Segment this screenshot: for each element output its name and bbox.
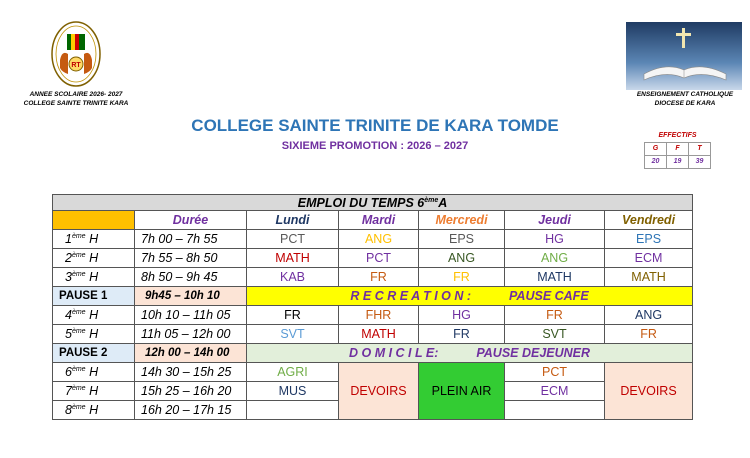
effectifs-title: EFFECTIFS bbox=[658, 132, 697, 140]
cell-mardi: FHR bbox=[339, 306, 419, 325]
school-name-caption: COLLEGE SAINTE TRINITE KARA bbox=[23, 100, 129, 107]
header-day-mercredi: Mercredi bbox=[419, 211, 505, 230]
cell-jeudi: HG bbox=[505, 230, 605, 249]
cell-vendredi: EPS bbox=[605, 230, 693, 249]
slot-time: 7h 55 – 8h 50 bbox=[135, 249, 247, 268]
effectifs-value-t: 39 bbox=[689, 155, 711, 168]
cell-lundi: SVT bbox=[247, 325, 339, 344]
cell-mardi: PCT bbox=[339, 249, 419, 268]
diocese-caption-line2: DIOCESE DE KARA bbox=[654, 100, 716, 107]
effectifs-value-g: 20 bbox=[645, 155, 667, 168]
svg-text:RT: RT bbox=[71, 62, 81, 69]
plein-air-cell: PLEIN AIR bbox=[419, 363, 505, 420]
effectifs-header-f: F bbox=[667, 142, 689, 155]
cell-lundi: MATH bbox=[247, 249, 339, 268]
slot-label: 6ème H bbox=[53, 363, 135, 382]
cell-mercredi: EPS bbox=[419, 230, 505, 249]
cell-lundi: FR bbox=[247, 306, 339, 325]
pause-1-time: 9h45 – 10h 10 bbox=[135, 287, 247, 306]
slot-time: 14h 30 – 15h 25 bbox=[135, 363, 247, 382]
cell-jeudi bbox=[505, 401, 605, 420]
devoirs-cell-mardi: DEVOIRS bbox=[339, 363, 419, 420]
pause-1-row bbox=[53, 287, 693, 306]
pause-1-label: PAUSE 1 bbox=[53, 287, 135, 306]
slot-label: 4ème H bbox=[53, 306, 135, 325]
pause-2-row bbox=[53, 344, 693, 363]
slot-time: 8h 50 – 9h 45 bbox=[135, 268, 247, 287]
cell-jeudi: MATH bbox=[505, 268, 605, 287]
cell-mercredi: HG bbox=[419, 306, 505, 325]
header-day-lundi: Lundi bbox=[247, 211, 339, 230]
diocese-caption-line1: ENSEIGNEMENT CATHOLIQUE bbox=[636, 91, 734, 98]
schedule-table bbox=[52, 194, 693, 420]
cell-vendredi: ECM bbox=[605, 249, 693, 268]
cell-mardi: ANG bbox=[339, 230, 419, 249]
slot-label: 2ème H bbox=[53, 249, 135, 268]
header-duree: Durée bbox=[135, 211, 247, 230]
slot-time: 16h 20 – 17h 15 bbox=[135, 401, 247, 420]
slot-time: 15h 25 – 16h 20 bbox=[135, 382, 247, 401]
header-day-jeudi: Jeudi bbox=[505, 211, 605, 230]
cell-mercredi: FR bbox=[419, 325, 505, 344]
cell-mercredi: ANG bbox=[419, 249, 505, 268]
effectifs-table bbox=[644, 130, 711, 169]
cell-jeudi: PCT bbox=[505, 363, 605, 382]
cell-vendredi: MATH bbox=[605, 268, 693, 287]
page-title: COLLEGE SAINTE TRINITE DE KARA TOMDE bbox=[191, 116, 559, 135]
college-logo bbox=[50, 20, 102, 88]
effectifs-header-t: T bbox=[689, 142, 711, 155]
cell-lundi: MUS bbox=[247, 382, 339, 401]
header-day-vendredi: Vendredi bbox=[605, 211, 693, 230]
cell-jeudi: SVT bbox=[505, 325, 605, 344]
cell-vendredi: ANG bbox=[605, 306, 693, 325]
slot-time: 11h 05 – 12h 00 bbox=[135, 325, 247, 344]
school-year-caption: ANNEE SCOLAIRE 2026- 2027 bbox=[29, 91, 123, 98]
cell-lundi bbox=[247, 401, 339, 420]
pause-2-time: 12h 00 – 14h 00 bbox=[135, 344, 247, 363]
header-day-mardi: Mardi bbox=[339, 211, 419, 230]
cell-jeudi: ANG bbox=[505, 249, 605, 268]
cell-mardi: MATH bbox=[339, 325, 419, 344]
header-corner-cell bbox=[53, 211, 135, 230]
slot-row-6 bbox=[53, 363, 693, 382]
cell-vendredi: FR bbox=[605, 325, 693, 344]
slot-time: 7h 00 – 7h 55 bbox=[135, 230, 247, 249]
effectifs-value-f: 19 bbox=[667, 155, 689, 168]
cell-lundi: AGRI bbox=[247, 363, 339, 382]
slot-row-3 bbox=[53, 268, 693, 287]
slot-row-2 bbox=[53, 249, 693, 268]
cell-lundi: KAB bbox=[247, 268, 339, 287]
slot-label: 7ème H bbox=[53, 382, 135, 401]
slot-row-5 bbox=[53, 325, 693, 344]
slot-label: 1ème H bbox=[53, 230, 135, 249]
cell-jeudi: ECM bbox=[505, 382, 605, 401]
slot-label: 8ème H bbox=[53, 401, 135, 420]
schedule-title: EMPLOI DU TEMPS 6èmeA bbox=[53, 195, 693, 211]
effectifs-header-g: G bbox=[645, 142, 667, 155]
slot-row-4 bbox=[53, 306, 693, 325]
cell-jeudi: FR bbox=[505, 306, 605, 325]
slot-label: 5ème H bbox=[53, 325, 135, 344]
cell-lundi: PCT bbox=[247, 230, 339, 249]
recreation-banner: R E C R E A T I O N : PAUSE CAFE bbox=[247, 287, 693, 306]
slot-time: 10h 10 – 11h 05 bbox=[135, 306, 247, 325]
bible-cross-image bbox=[626, 22, 742, 90]
slot-label: 3ème H bbox=[53, 268, 135, 287]
domicile-banner: D O M I C I L E: PAUSE DEJEUNER bbox=[247, 344, 693, 363]
devoirs-cell-vendredi: DEVOIRS bbox=[605, 363, 693, 420]
cell-mardi: FR bbox=[339, 268, 419, 287]
pause-2-label: PAUSE 2 bbox=[53, 344, 135, 363]
slot-row-1 bbox=[53, 230, 693, 249]
page-subtitle: SIXIEME PROMOTION : 2026 – 2027 bbox=[281, 140, 469, 152]
cell-mercredi: FR bbox=[419, 268, 505, 287]
